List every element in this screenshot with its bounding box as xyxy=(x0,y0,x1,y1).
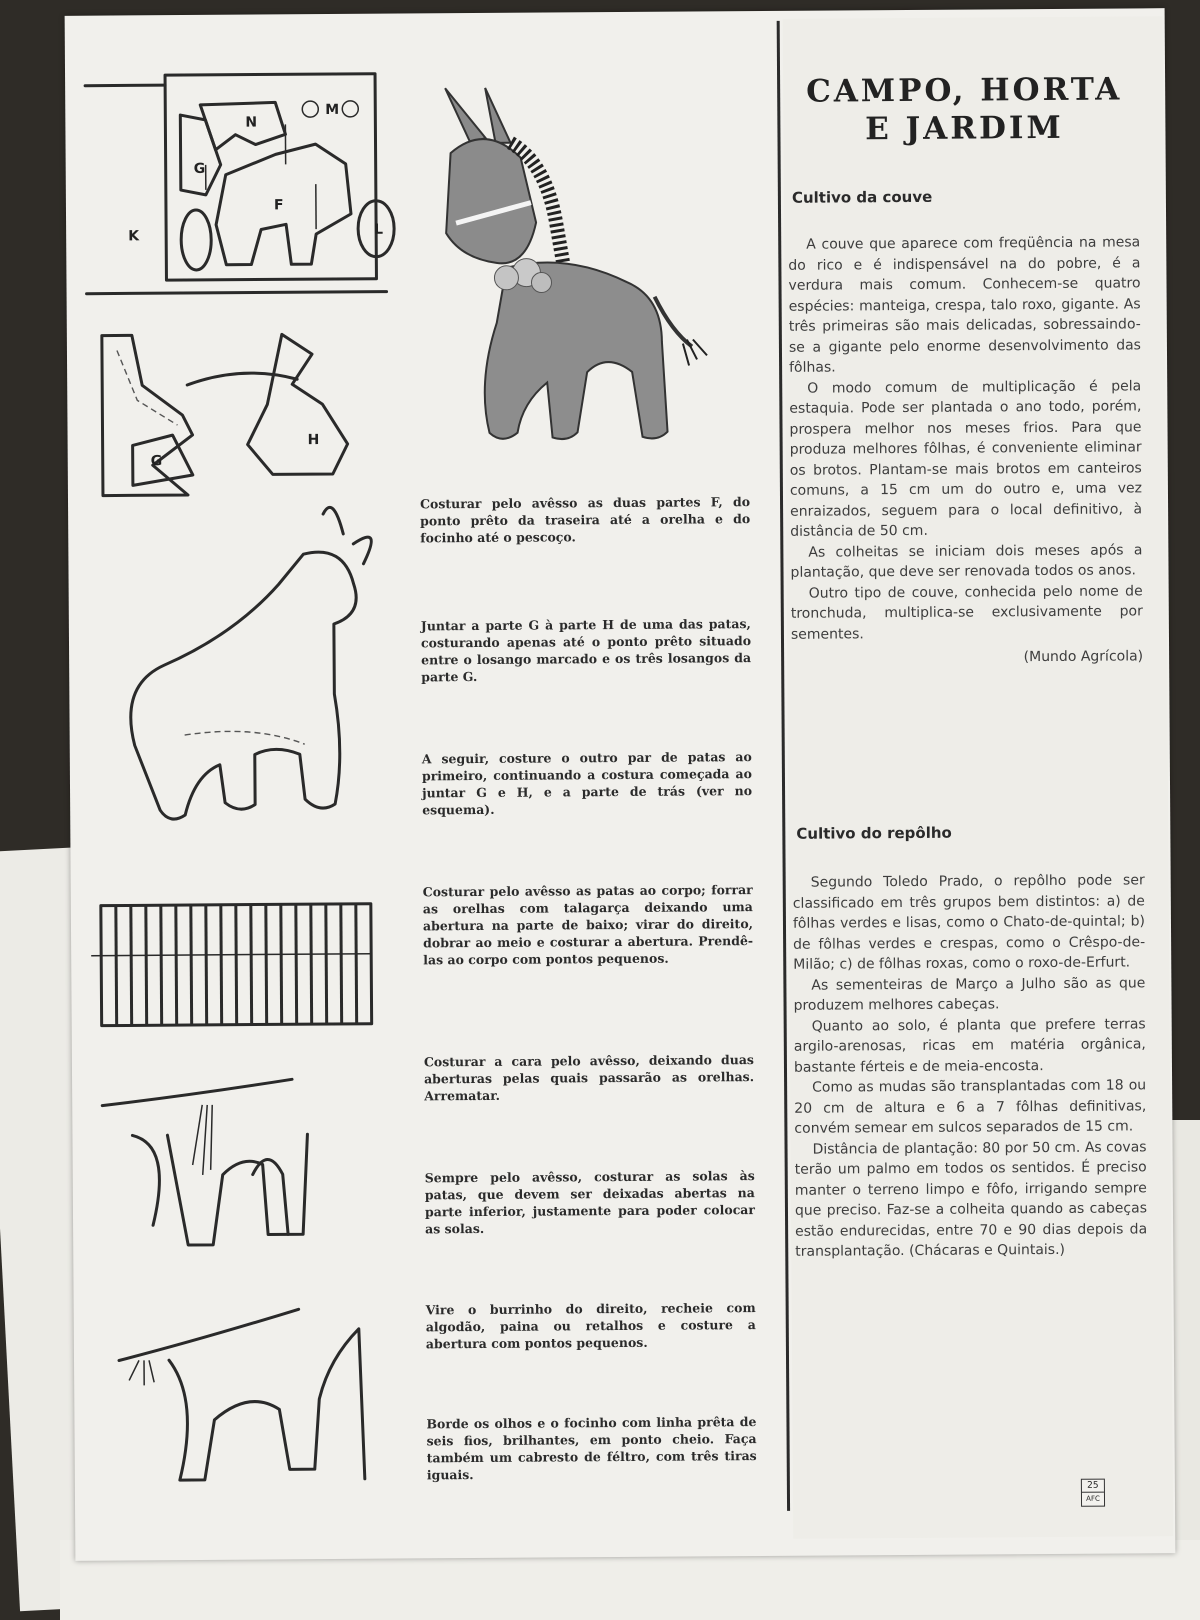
instruction-step-8: Borde os olhos e o focinho com linha prêta de seis fios, brilhantes, em ponto cheio. Faça também um cabresto de féltro, com três tiras iguais. xyxy=(426,1413,756,1483)
pattern-label-K: K xyxy=(128,228,140,244)
instruction-step-5: Costurar a cara pelo avêsso, deixando duas aberturas pelas quais passarão as orelhas. Arrematar. xyxy=(424,1051,754,1104)
donkey-toy-photo xyxy=(425,81,738,473)
instruction-step-2: Juntar a parte G à parte H de uma das patas, costurando apenas até o ponto prêto situado entre o losango marcado e os três losangos da parte G. xyxy=(421,615,751,685)
page-number: 25 xyxy=(1082,1480,1104,1492)
pattern-layout-diagram xyxy=(85,64,397,306)
repolho-paragraph-1: Segundo Toledo Prado, o repôlho pode ser classificado em três grupos bem distintos: a) de fôlhas verdes e lisas, como o Chato-de-quintal; b) de fôlhas verdes e crespas, como o Crêspo-de-Milão; c) de fôlhas roxas, como o roxo-de-Erfurt. xyxy=(793,870,1146,975)
page-number-sub: AFC xyxy=(1082,1492,1104,1505)
page-number-box xyxy=(1081,1479,1105,1507)
column-title xyxy=(783,70,1146,149)
pattern-label-G2: G xyxy=(151,453,163,469)
finished-donkey-outline-diagram xyxy=(99,1299,390,1501)
ear-lining-diagram xyxy=(91,884,382,1036)
couve-paragraph-2: O modo comum de multiplicação é pela estaquia. Pode ser plantada o ano todo, porém, prospera melhor nos meses frios. Para que produza melhores fôlhas, é conveniente eliminar os brotos. Plantam-se mais brotos em canteiros comuns, a 15 cm um do outro e, uma vez enraizados, seguem para o local definitivo, à distância de 50 cm. xyxy=(789,376,1142,542)
couve-article xyxy=(788,232,1143,669)
tail-and-legs-diagram xyxy=(92,1074,383,1266)
instruction-step-3: A seguir, costure o outro par de patas ao primeiro, continuando a costura começada ao juntar G e H, e a parte de trás (ver no esquema). xyxy=(422,748,752,818)
pattern-label-H: H xyxy=(308,432,320,448)
couve-heading: Cultivo da couve xyxy=(792,186,1132,206)
instruction-step-7: Vire o burrinho do direito, recheie com algodão, paina ou retalhos e costure a abertura com pontos pequenos. xyxy=(426,1299,756,1352)
instruction-step-4: Costurar pelo avêsso as patas ao corpo; forrar as orelhas com talagarça deixando uma abertura na parte de baixo; virar do direito, dobrar ao meio e costurar a abertura. Prendê-las ao corpo com pontos pequenos. xyxy=(423,881,754,968)
couve-source: (Mundo Agrícola) xyxy=(791,646,1143,669)
pattern-label-G: G xyxy=(194,161,206,177)
legs-sewing-diagram xyxy=(92,324,393,516)
pattern-label-N: N xyxy=(245,115,257,131)
couve-paragraph-1: A couve que aparece com freqüência na mesa do rico e é indispensável na do pobre, é a verdura mais comum. Conhecem-se quatro espécies: manteiga, crespa, talo roxo, gigante. As três primeiras são mais delicadas, sobressaindo-se a gigante pelo enorme desenvolvimento das fôlhas. xyxy=(788,232,1141,378)
pattern-label-F: F xyxy=(274,197,284,213)
magazine-page xyxy=(65,8,1176,1561)
column-title-line-2: E JARDIM xyxy=(865,110,1064,147)
repolho-paragraph-5: Distância de plantação: 80 por 50 cm. As covas terão um palmo em todos os sentidos. É preciso manter o terreno limpo e fôfo, irrigando sempre que preciso. Faz-se a colheita quando as cabeças estão endurecidas, entre 70 e 90 dias depois da transplantação. (Chácaras e Quintais.) xyxy=(794,1137,1147,1262)
pattern-label-L: L xyxy=(374,222,383,238)
instruction-step-1: Costurar pelo avêsso as duas partes F, do ponto prêto da traseira até a orelha e do focinho até o pescoço. xyxy=(420,493,750,546)
couve-paragraph-4: Outro tipo de couve, conhecida pelo nome de tronchuda, multiplica-se exclusivamente por sementes. xyxy=(791,581,1143,645)
repolho-paragraph-3: Quanto ao solo, é planta que prefere terras argilo-arenosas, ricas em matéria orgânica, bastante férteis e de meia-encosta. xyxy=(794,1014,1146,1078)
repolho-heading: Cultivo do repôlho xyxy=(796,822,1136,842)
repolho-paragraph-2: As sementeiras de Março a Julho são as que produzem melhores cabeças. xyxy=(793,973,1145,1016)
couve-paragraph-3: As colheitas se iniciam dois meses após a plantação, que deve ser renovada todos os anos. xyxy=(790,540,1142,583)
instruction-step-6: Sempre pelo avêsso, costurar as solas às patas, que devem ser deixadas abertas na parte inferior, justamente para poder colocar as solas. xyxy=(425,1167,755,1237)
repolho-paragraph-4: Como as mudas são transplantadas com 18 ou 20 cm de altura e 6 a 7 fôlhas definitivas, convém semear em sulcos separados de 15 cm. xyxy=(794,1075,1146,1139)
column-title-line-1: CAMPO, HORTA xyxy=(806,71,1122,109)
pattern-label-M: M xyxy=(325,102,339,118)
donkey-body-diagram xyxy=(103,494,395,846)
repolho-article xyxy=(793,870,1148,1262)
